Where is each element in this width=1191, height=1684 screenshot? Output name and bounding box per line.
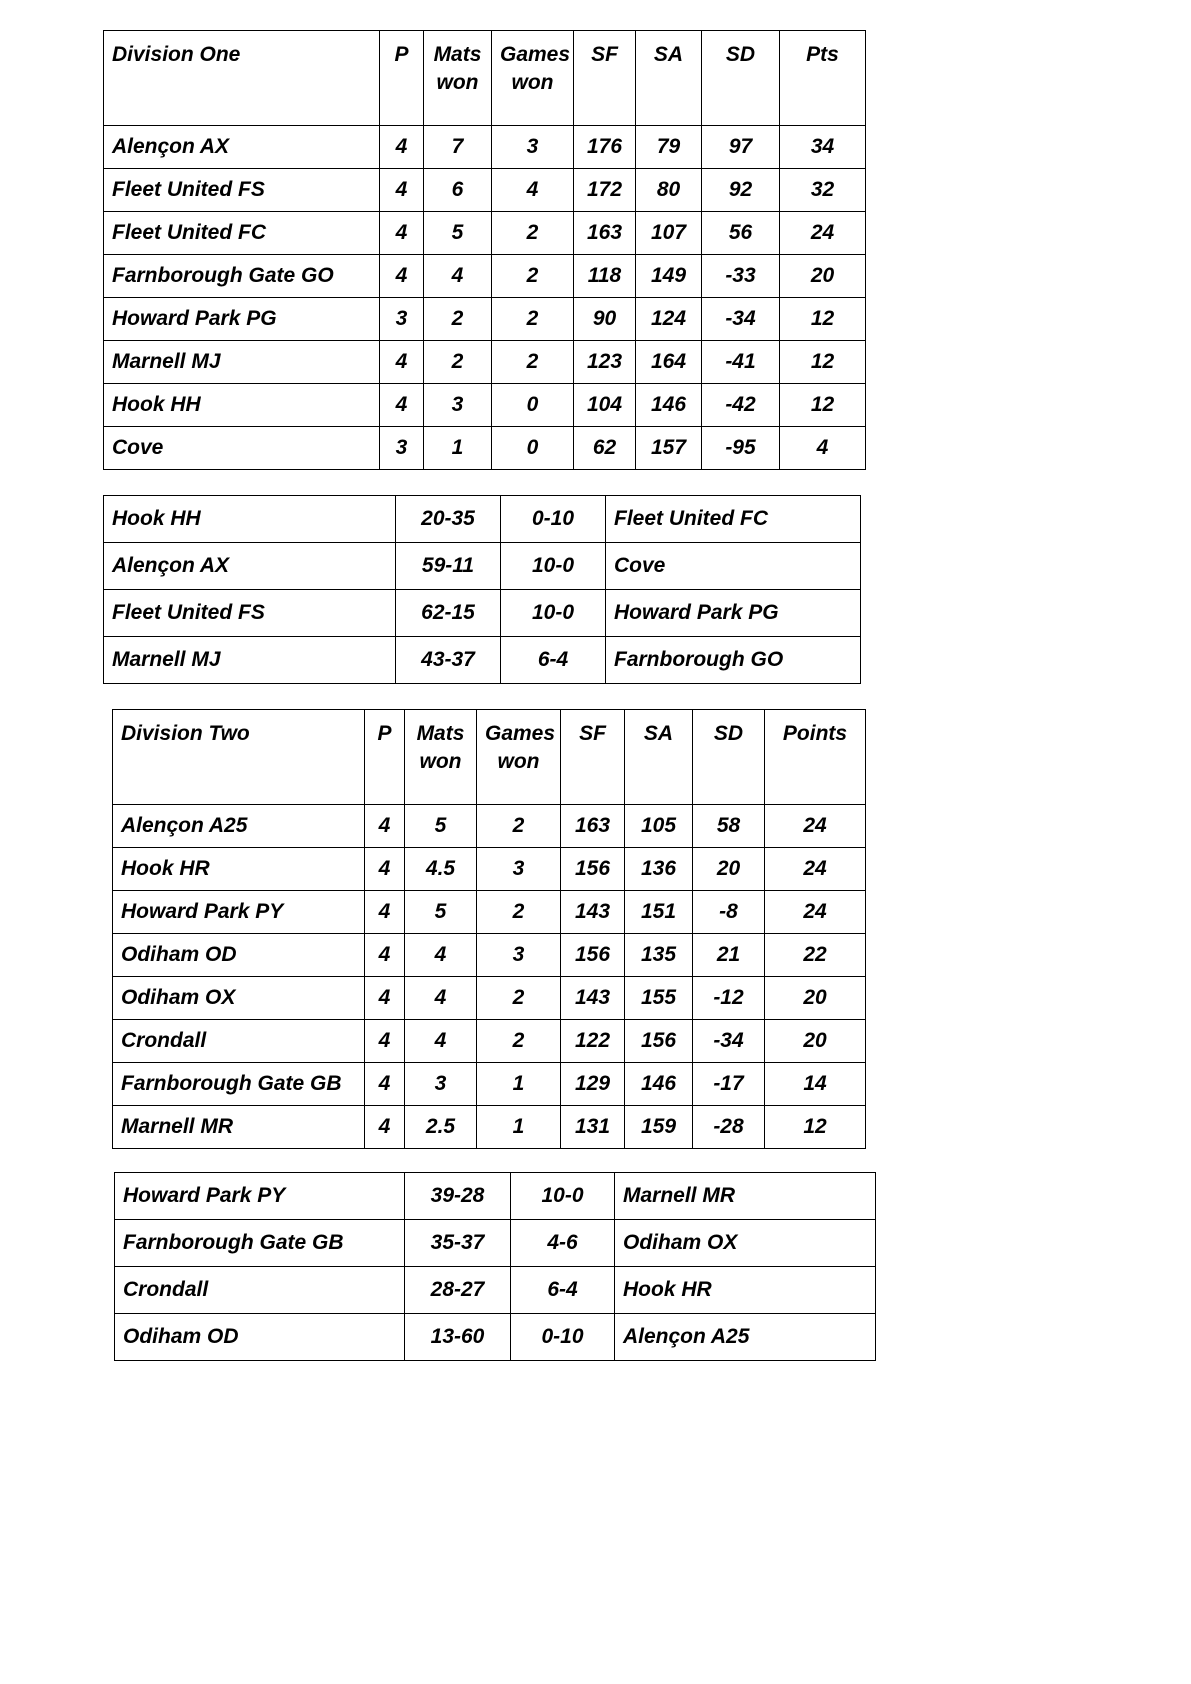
- mats-won: 4: [424, 255, 492, 298]
- team-name: Farnborough Gate GB: [113, 1063, 365, 1106]
- table-row: [113, 1106, 866, 1149]
- shot-score: 20-35: [396, 496, 501, 543]
- points: 20: [765, 1020, 866, 1063]
- away-team: Fleet United FC: [606, 496, 861, 543]
- points: 14: [765, 1063, 866, 1106]
- points: 12: [780, 298, 866, 341]
- shot-difference: 97: [702, 126, 780, 169]
- played: 4: [380, 341, 424, 384]
- shots-for: 123: [574, 341, 636, 384]
- shots-for: 122: [561, 1020, 625, 1063]
- table-row: [113, 891, 866, 934]
- team-name: Marnell MR: [113, 1106, 365, 1149]
- column-header-sd: SD: [693, 710, 765, 805]
- games-won: 0: [492, 427, 574, 470]
- games-won: 1: [477, 1063, 561, 1106]
- shots-against: 157: [636, 427, 702, 470]
- division-two-rows: [113, 805, 866, 1149]
- games-won: 2: [477, 1020, 561, 1063]
- column-header-mats-won: Mats won: [405, 710, 477, 805]
- division-one-results-rows: [104, 496, 861, 684]
- column-header-games-won: Games won: [477, 710, 561, 805]
- shots-for: 176: [574, 126, 636, 169]
- shots-against: 105: [625, 805, 693, 848]
- result-row: [104, 543, 861, 590]
- shots-against: 136: [625, 848, 693, 891]
- shot-difference: -34: [693, 1020, 765, 1063]
- shots-against: 124: [636, 298, 702, 341]
- shots-for: 143: [561, 977, 625, 1020]
- team-name: Hook HH: [104, 384, 380, 427]
- played: 4: [380, 255, 424, 298]
- team-name: Crondall: [113, 1020, 365, 1063]
- column-header-division: Division Two: [113, 710, 365, 805]
- table-row: [113, 805, 866, 848]
- team-name: Howard Park PG: [104, 298, 380, 341]
- column-header-sd: SD: [702, 31, 780, 126]
- shot-difference: -42: [702, 384, 780, 427]
- result-row: [104, 496, 861, 543]
- shots-for: 62: [574, 427, 636, 470]
- games-score: 10-0: [501, 590, 606, 637]
- result-row: [104, 590, 861, 637]
- played: 4: [380, 212, 424, 255]
- games-score: 4-6: [511, 1220, 615, 1267]
- games-won: 2: [477, 891, 561, 934]
- shots-against: 80: [636, 169, 702, 212]
- table-row: [113, 977, 866, 1020]
- played: 4: [365, 1020, 405, 1063]
- shots-against: 155: [625, 977, 693, 1020]
- mats-won: 4: [405, 977, 477, 1020]
- team-name: Odiham OX: [113, 977, 365, 1020]
- away-team: Hook HR: [615, 1267, 876, 1314]
- shots-for: 104: [574, 384, 636, 427]
- mats-won: 6: [424, 169, 492, 212]
- team-name: Alençon AX: [104, 126, 380, 169]
- games-score: 6-4: [501, 637, 606, 684]
- shot-difference: -17: [693, 1063, 765, 1106]
- mats-won: 4: [405, 1020, 477, 1063]
- table-row: [104, 427, 866, 470]
- mats-won: 7: [424, 126, 492, 169]
- played: 4: [365, 848, 405, 891]
- shot-score: 39-28: [405, 1173, 511, 1220]
- points: 20: [780, 255, 866, 298]
- games-won: 2: [492, 212, 574, 255]
- played: 4: [365, 934, 405, 977]
- mats-won: 2.5: [405, 1106, 477, 1149]
- shot-score: 13-60: [405, 1314, 511, 1361]
- played: 4: [380, 169, 424, 212]
- team-name: Fleet United FC: [104, 212, 380, 255]
- games-won: 3: [477, 934, 561, 977]
- table-row: [104, 255, 866, 298]
- away-team: Howard Park PG: [606, 590, 861, 637]
- shots-against: 146: [636, 384, 702, 427]
- division-one-standings-table: [103, 30, 866, 470]
- table-row: [104, 169, 866, 212]
- result-row: [104, 637, 861, 684]
- shot-difference: -28: [693, 1106, 765, 1149]
- table-row: [104, 298, 866, 341]
- column-header-points: Points: [765, 710, 866, 805]
- column-header-mats-won: Mats won: [424, 31, 492, 126]
- points: 22: [765, 934, 866, 977]
- shots-for: 90: [574, 298, 636, 341]
- mats-won: 4: [405, 934, 477, 977]
- column-header-p: P: [380, 31, 424, 126]
- table-row: [113, 848, 866, 891]
- team-name: Fleet United FS: [104, 169, 380, 212]
- shots-for: 172: [574, 169, 636, 212]
- mats-won: 5: [405, 891, 477, 934]
- mats-won: 5: [405, 805, 477, 848]
- games-won: 2: [492, 255, 574, 298]
- shots-against: 156: [625, 1020, 693, 1063]
- shots-for: 143: [561, 891, 625, 934]
- played: 3: [380, 427, 424, 470]
- column-header-pts: Pts: [780, 31, 866, 126]
- column-header-division: Division One: [104, 31, 380, 126]
- games-won: 3: [477, 848, 561, 891]
- division-two-results-rows: [115, 1173, 876, 1361]
- column-header-sf: SF: [574, 31, 636, 126]
- column-header-sf: SF: [561, 710, 625, 805]
- column-header-sa: SA: [636, 31, 702, 126]
- team-name: Farnborough Gate GO: [104, 255, 380, 298]
- result-row: [115, 1314, 876, 1361]
- home-team: Hook HH: [104, 496, 396, 543]
- shot-difference: 56: [702, 212, 780, 255]
- shot-score: 43-37: [396, 637, 501, 684]
- played: 4: [365, 805, 405, 848]
- table-row: [104, 384, 866, 427]
- played: 3: [380, 298, 424, 341]
- played: 4: [365, 1063, 405, 1106]
- shots-for: 118: [574, 255, 636, 298]
- table-row: [104, 341, 866, 384]
- games-won: 2: [492, 341, 574, 384]
- mats-won: 3: [405, 1063, 477, 1106]
- played: 4: [365, 1106, 405, 1149]
- shots-against: 107: [636, 212, 702, 255]
- team-name: Howard Park PY: [113, 891, 365, 934]
- result-row: [115, 1267, 876, 1314]
- games-won: 2: [477, 977, 561, 1020]
- points: 24: [765, 891, 866, 934]
- points: 4: [780, 427, 866, 470]
- games-won: 3: [492, 126, 574, 169]
- division-two-standings-table: [112, 709, 866, 1149]
- shots-against: 149: [636, 255, 702, 298]
- shots-for: 131: [561, 1106, 625, 1149]
- home-team: Odiham OD: [115, 1314, 405, 1361]
- points: 20: [765, 977, 866, 1020]
- column-header-p: P: [365, 710, 405, 805]
- team-name: Hook HR: [113, 848, 365, 891]
- shot-score: 59-11: [396, 543, 501, 590]
- away-team: Cove: [606, 543, 861, 590]
- games-score: 10-0: [501, 543, 606, 590]
- mats-won: 2: [424, 298, 492, 341]
- shot-score: 62-15: [396, 590, 501, 637]
- table-row: [113, 1020, 866, 1063]
- shot-difference: 92: [702, 169, 780, 212]
- mats-won: 1: [424, 427, 492, 470]
- games-won: 4: [492, 169, 574, 212]
- games-score: 10-0: [511, 1173, 615, 1220]
- shot-difference: -41: [702, 341, 780, 384]
- table-header-row: [104, 31, 866, 126]
- games-score: 0-10: [511, 1314, 615, 1361]
- games-score: 0-10: [501, 496, 606, 543]
- shots-for: 163: [561, 805, 625, 848]
- shot-difference: 58: [693, 805, 765, 848]
- home-team: Alençon AX: [104, 543, 396, 590]
- points: 24: [765, 805, 866, 848]
- points: 24: [765, 848, 866, 891]
- shots-for: 129: [561, 1063, 625, 1106]
- shot-difference: 20: [693, 848, 765, 891]
- division-two-results-table: [114, 1172, 876, 1361]
- mats-won: 3: [424, 384, 492, 427]
- team-name: Cove: [104, 427, 380, 470]
- points: 12: [765, 1106, 866, 1149]
- division-one-results-table: [103, 495, 861, 684]
- home-team: Fleet United FS: [104, 590, 396, 637]
- home-team: Crondall: [115, 1267, 405, 1314]
- home-team: Howard Park PY: [115, 1173, 405, 1220]
- result-row: [115, 1173, 876, 1220]
- points: 12: [780, 384, 866, 427]
- points: 12: [780, 341, 866, 384]
- played: 4: [365, 891, 405, 934]
- shots-against: 79: [636, 126, 702, 169]
- shots-against: 164: [636, 341, 702, 384]
- shot-difference: -8: [693, 891, 765, 934]
- table-row: [104, 212, 866, 255]
- games-won: 2: [477, 805, 561, 848]
- shots-for: 163: [574, 212, 636, 255]
- mats-won: 5: [424, 212, 492, 255]
- shot-difference: -12: [693, 977, 765, 1020]
- shots-against: 135: [625, 934, 693, 977]
- shots-against: 159: [625, 1106, 693, 1149]
- team-name: Alençon A25: [113, 805, 365, 848]
- games-won: 0: [492, 384, 574, 427]
- away-team: Odiham OX: [615, 1220, 876, 1267]
- shot-score: 28-27: [405, 1267, 511, 1314]
- points: 32: [780, 169, 866, 212]
- shot-difference: 21: [693, 934, 765, 977]
- shots-against: 151: [625, 891, 693, 934]
- team-name: Odiham OD: [113, 934, 365, 977]
- mats-won: 2: [424, 341, 492, 384]
- team-name: Marnell MJ: [104, 341, 380, 384]
- table-row: [113, 934, 866, 977]
- division-one-rows: [104, 126, 866, 470]
- away-team: Farnborough GO: [606, 637, 861, 684]
- points: 24: [780, 212, 866, 255]
- table-row: [104, 126, 866, 169]
- column-header-sa: SA: [625, 710, 693, 805]
- games-won: 2: [492, 298, 574, 341]
- column-header-games-won: Games won: [492, 31, 574, 126]
- shots-for: 156: [561, 848, 625, 891]
- points: 34: [780, 126, 866, 169]
- home-team: Marnell MJ: [104, 637, 396, 684]
- result-row: [115, 1220, 876, 1267]
- table-header-row: [113, 710, 866, 805]
- shots-for: 156: [561, 934, 625, 977]
- shot-difference: -34: [702, 298, 780, 341]
- away-team: Alençon A25: [615, 1314, 876, 1361]
- played: 4: [365, 977, 405, 1020]
- home-team: Farnborough Gate GB: [115, 1220, 405, 1267]
- games-won: 1: [477, 1106, 561, 1149]
- shot-difference: -95: [702, 427, 780, 470]
- played: 4: [380, 384, 424, 427]
- table-row: [113, 1063, 866, 1106]
- played: 4: [380, 126, 424, 169]
- shot-difference: -33: [702, 255, 780, 298]
- mats-won: 4.5: [405, 848, 477, 891]
- shot-score: 35-37: [405, 1220, 511, 1267]
- games-score: 6-4: [511, 1267, 615, 1314]
- shots-against: 146: [625, 1063, 693, 1106]
- away-team: Marnell MR: [615, 1173, 876, 1220]
